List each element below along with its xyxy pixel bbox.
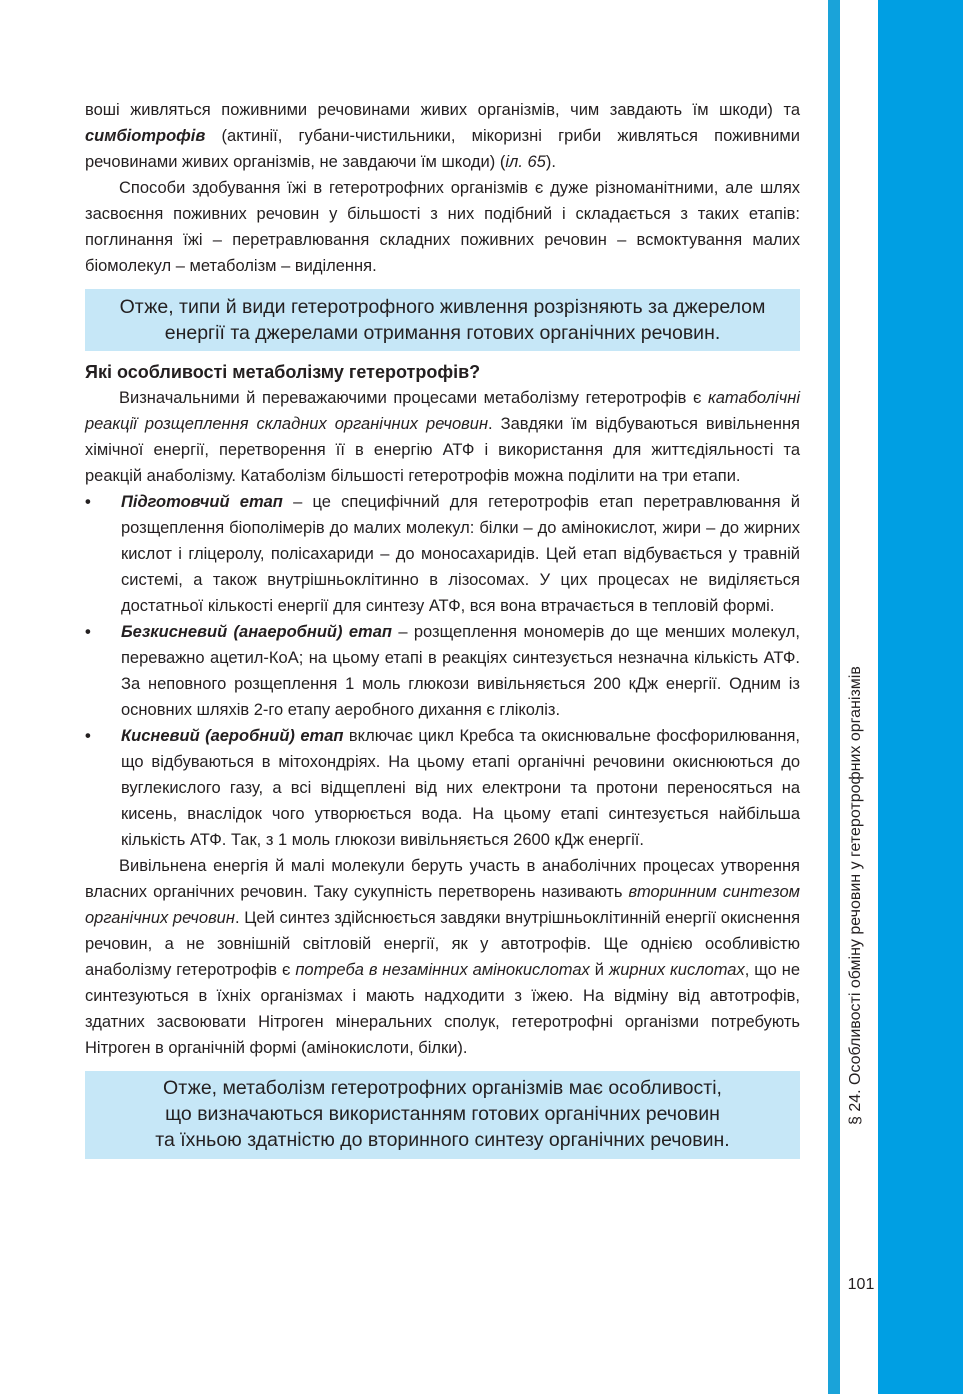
bullet-icon: • <box>85 493 91 511</box>
term-symbiotrophs: симбіотрофів <box>85 127 206 145</box>
conclusion-box-2 <box>85 1071 800 1159</box>
stage-description: – це специфічний для гетеротрофів етап перетравлювання й розщеплення біополімерів до малих молекул: білки – до амінокислот, жири – до жирних кислот і гліцеролу, полісахариди – до моносахаридів. Цей етап відбувається у травній системі, а також внутрішньоклітинно в лізосомах. У цих процесах не виділяється достатньої кількості енергії для синтезу АТФ, вся вона втрачається в тепловій формі. <box>121 493 800 615</box>
text-run: ). <box>545 153 556 171</box>
bullet-icon: • <box>85 623 91 641</box>
conclusion-line: що визначаються використанням готових органічних речовин <box>165 1103 720 1125</box>
emphasis-text: потреба в незамінних амінокислотах <box>295 961 590 979</box>
conclusion-box-1: Отже, типи й види гетеротрофного живлення розрізняють за джерелом енергії та джерелами отримання готових органічних речовин. <box>85 289 800 351</box>
emphasis-text: жирних кислотах <box>608 961 745 979</box>
text-run: воші живляться поживними речовинами живих організмів, чим завдають їм шкоди) та <box>85 101 800 119</box>
paragraph-3 <box>85 385 800 489</box>
text-run: (актинії, губани-чистильники, мікоризні гриби живляться поживними речовинами живих організмів, не завдаючи їм шкоди) ( <box>85 127 800 171</box>
stage-description: – розщеплення мономерів до ще менших молекул, переважно ацетил-КоА; на цьому етапі в реакціях синтезується незначна кількість АТФ. За неповного розщеплення 1 моль глюкози вивільняється 200 кДж енергії. Одним із основних шляхів 2-го етапу аеробного дихання є гліколіз. <box>121 623 801 719</box>
page-number: 101 <box>847 1276 875 1293</box>
conclusion-line: Отже, метаболізм гетеротрофних організмів має особливості, <box>163 1077 722 1099</box>
text-run: й <box>589 961 609 979</box>
stage-term: Безкисневий (анаеробний) етап <box>121 623 392 641</box>
text-run: Визначальними й переважаючими процесами метаболізму гетеротрофів є <box>119 389 708 407</box>
stages-list <box>85 489 800 853</box>
figure-reference: іл. 65 <box>505 153 546 171</box>
text-run: . Завдяки їм відбуваються вивільнення хімічної енергії, перетворення її в енергію АТФ і використання для життєдіяльності та реакцій анаболізму. Катаболізм більшості гетеротрофів можна поділити на три етапи. <box>85 415 800 485</box>
list-item <box>85 489 800 619</box>
emphasis-text: вторинним синтезом органічних речовин <box>85 883 800 927</box>
list-item <box>85 723 800 853</box>
text-run: . Цей синтез здійснюється завдяки внутрішньоклітинній енергії окиснення речовин, а не зовнішній світловій енергії, як у автотрофів. Ще однією особливістю анаболізму гетеротрофів є <box>85 909 801 979</box>
emphasis-text: катаболічні реакції розщеплення складних органічних речовин <box>85 389 800 433</box>
paragraph-2: Способи здобування їжі в гетеротрофних організмів є дуже різноманітними, але шлях засвоєння поживних речовин у більшості з них подібний і складається з таких етапів: поглинання їжі – перетравлювання складних поживних речовин – всмоктування малих біомолекул – метаболізм – виділення. <box>85 179 800 275</box>
section-running-title: § 24. Особливості обміну речовин у гетеротрофних організмів <box>847 666 864 1125</box>
text-run: Вивільнена енергія й малі молекули беруть участь в анаболічних процесах утворення власних органічних речовин. Таку сукупність перетворень називають <box>85 857 800 901</box>
stage-term: Підготовчий етап <box>121 493 283 511</box>
stage-description: включає цикл Кребса та окиснювальне фосфорилювання, що відбуваються в мітохондріях. На цьому етапі органічні речовини окиснюються до вуглекислого газу, а всі відщеплені від них електрони та протони переносяться на кисень, внаслідок чого утворюється вода. На цьому етапі синтезується найбільша кількість АТФ. Так, з 1 моль глюкози вивільняється 2600 кДж енергії. <box>121 727 801 849</box>
conclusion-line: та їхньою здатністю до вторинного синтезу органічних речовин. <box>155 1129 730 1151</box>
text-run: , що не синтезуються в їхніх організмах і мають надходити з їжею. На відміну від автотрофів, здатних засвоювати Нітроген мінеральних сполук, гетеротрофні організми потребують Нітроген в органічній формі (амінокислоти, білки). <box>85 961 801 1057</box>
section-heading: Які особливості метаболізму гетеротрофів? <box>85 362 481 382</box>
list-item <box>85 619 800 723</box>
paragraph-4 <box>85 853 800 1061</box>
page-body <box>85 97 800 1167</box>
margin-stripe-edge <box>878 0 963 1394</box>
paragraph-1 <box>85 97 800 175</box>
bullet-icon: • <box>85 727 91 745</box>
stage-term: Кисневий (аеробний) етап <box>121 727 344 745</box>
